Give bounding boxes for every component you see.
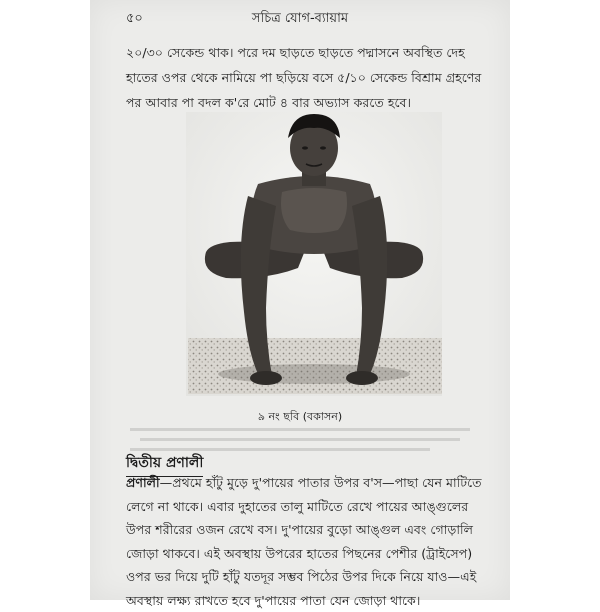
paragraph-2-lead: প্রণালী [126,475,160,490]
page-number: ৫০ [126,11,143,26]
section-heading: দ্বিতীয় প্রণালী [126,451,203,477]
figure-caption: ৯ নং ছবি (বকাসন) [257,410,343,423]
paragraph-1: ২০/৩০ সেকেন্ড থাক। পরে দম ছাড়তে ছাড়তে পদ্মাসনে অবস্থিত দেহ হাতের ওপর থেকে নামিয়ে পা ছড়িয়ে বসে ৫/১০ সেকেন্ড বিশ্রাম গ্রহণের পর আবার পা বদল ক'রে মোট ৪ বার অভ্যাস করতে হবে। [126,45,482,110]
book-page [90,0,510,608]
paragraph-2-body: —প্রথমে হাঁটু মুড়ে দু'পায়ের পাতার উপর ব'স—পাছা যেন মাটিতে লেগে না থাকে। এবার দুহাতের তালু মাটিতে রেখে পায়ের আঙ্গুলের উপর শরীরের ওজন রেখে বস। দু'পায়ের বুড়ো আঙ্গুল এবং গোড়ালি জোড়া থাকবে। এই অবস্থায় উপরের হাতের পিছনের পেশীর (ট্রাইসেপ) ওপর ভর দিয়ে দুটি হাঁটু যতদূর সম্ভব পিঠের উপর দিকে নিয়ে যাও—এই অবস্থায় লক্ষ্য রাখতে হবে দু'পায়ের পাতা যেন জোড়া থাকে। [126,475,482,608]
running-title: সচিত্র যোগ-ব্যায়াম [251,11,349,26]
paragraph-2 [126,471,488,612]
bakasana-photo-illustration [186,112,442,396]
yoga-pose-photo [186,112,442,396]
